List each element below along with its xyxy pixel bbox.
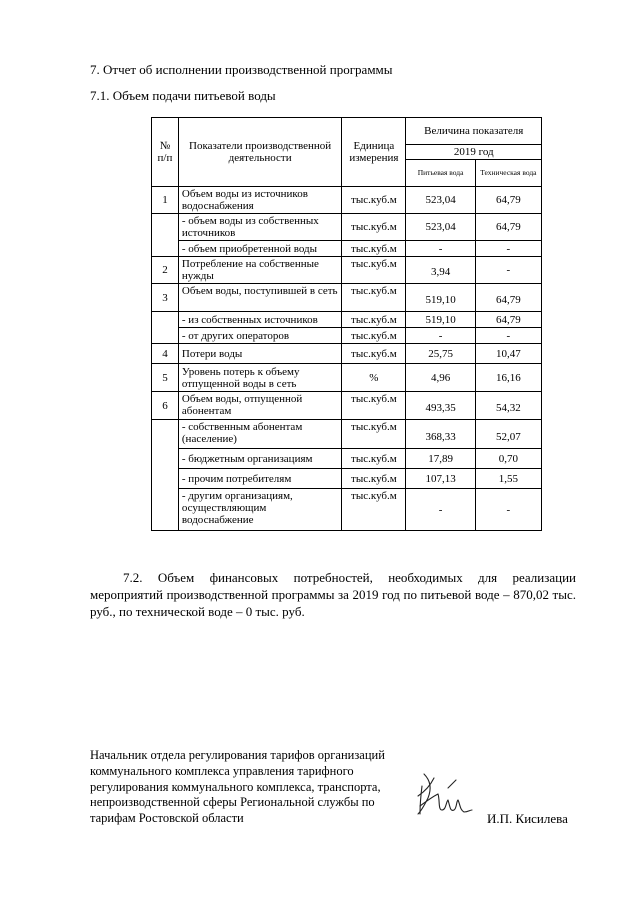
row-unit: тыс.куб.м — [342, 241, 406, 257]
row-drinking-value: 25,75 — [406, 344, 475, 364]
signatory-title-line: тарифам Ростовской области — [90, 811, 244, 826]
table-row — [152, 214, 542, 241]
row-drinking-value: 493,35 — [406, 392, 475, 420]
signatory-title-line: непроизводственной сферы Региональной службы по — [90, 795, 375, 810]
row-technical-value: 54,32 — [475, 392, 541, 420]
row-drinking-value: 3,94 — [406, 257, 475, 284]
row-indicator: Объем воды из источников водоснабжения — [178, 187, 341, 214]
row-technical-value: 0,70 — [475, 449, 541, 469]
row-drinking-value: 368,33 — [406, 420, 475, 449]
row-technical-value: 64,79 — [475, 187, 541, 214]
row-indicator: - прочим потребителям — [178, 469, 341, 489]
row-drinking-value: - — [406, 241, 475, 257]
table-row — [152, 489, 542, 531]
row-unit: тыс.куб.м — [342, 469, 406, 489]
row-unit: тыс.куб.м — [342, 284, 406, 312]
table-row — [152, 344, 542, 364]
header-technical-water: Техническая вода — [475, 160, 541, 187]
signatory-title-line: Начальник отдела регулирования тарифов организаций — [90, 748, 385, 762]
row-drinking-value: - — [406, 328, 475, 344]
row-unit: тыс.куб.м — [342, 312, 406, 328]
row-unit: тыс.куб.м — [342, 187, 406, 214]
row-indicator: Потери воды — [178, 344, 341, 364]
signatory-title-line: регулирования коммунального комплекса, транспорта, — [90, 779, 381, 794]
row-number — [152, 214, 179, 257]
row-indicator: - собственным абонентам (население) — [178, 420, 341, 449]
row-drinking-value: 17,89 — [406, 449, 475, 469]
row-indicator: - от других операторов — [178, 328, 341, 344]
row-number: 4 — [152, 344, 179, 364]
row-drinking-value: 519,10 — [406, 284, 475, 312]
table-row — [152, 364, 542, 392]
table-row — [152, 328, 542, 344]
row-unit: тыс.куб.м — [342, 489, 406, 531]
row-number: 5 — [152, 364, 179, 392]
row-technical-value: 64,79 — [475, 312, 541, 328]
row-number: 1 — [152, 187, 179, 214]
row-indicator: Объем воды, поступившей в сеть — [178, 284, 341, 312]
water-volume-table — [151, 117, 542, 531]
row-technical-value: 1,55 — [475, 469, 541, 489]
row-indicator: - объем приобретенной воды — [178, 241, 341, 257]
row-number — [152, 312, 179, 344]
row-unit: тыс.куб.м — [342, 344, 406, 364]
row-indicator: Объем воды, отпущенной абонентам — [178, 392, 341, 420]
table-row — [152, 392, 542, 420]
signatory-name: И.П. Кисилева — [487, 811, 568, 826]
row-drinking-value: 4,96 — [406, 364, 475, 392]
row-technical-value: 64,79 — [475, 214, 541, 241]
row-drinking-value: 523,04 — [406, 187, 475, 214]
row-technical-value: 16,16 — [475, 364, 541, 392]
row-technical-value: - — [475, 489, 541, 531]
signatory-title — [90, 748, 410, 827]
row-drinking-value: 107,13 — [406, 469, 475, 489]
table-row — [152, 449, 542, 469]
row-unit: тыс.куб.м — [342, 214, 406, 241]
table-row — [152, 284, 542, 312]
row-unit: тыс.куб.м — [342, 328, 406, 344]
row-technical-value: 52,07 — [475, 420, 541, 449]
row-unit: тыс.куб.м — [342, 449, 406, 469]
header-year: 2019 год — [406, 145, 542, 160]
subsection-heading: 7.1. Объем подачи питьевой воды — [90, 88, 276, 103]
table-row — [152, 187, 542, 214]
table-row — [152, 241, 542, 257]
header-indicator: Показатели производственной деятельности — [178, 118, 341, 187]
row-indicator: - другим организациям, осуществляющим водоснабжение — [178, 489, 341, 531]
row-indicator: - бюджетным организациям — [178, 449, 341, 469]
table-row — [152, 420, 542, 449]
row-number: 3 — [152, 284, 179, 312]
row-drinking-value: 523,04 — [406, 214, 475, 241]
header-no: № п/п — [152, 118, 179, 187]
financial-needs-paragraph: 7.2. Объем финансовых потребностей, необходимых для реализации мероприятий производственной программы за 2019 год по питьевой воде – 870,02 тыс. руб., по технической воде – 0 тыс. руб. — [90, 570, 576, 619]
table-row — [152, 312, 542, 328]
row-number: 6 — [152, 392, 179, 420]
row-technical-value: 64,79 — [475, 284, 541, 312]
row-technical-value: - — [475, 257, 541, 284]
signatory-title-line: коммунального комплекса управления тарифного — [90, 763, 354, 778]
handwritten-signature — [408, 770, 478, 828]
row-unit: тыс.куб.м — [342, 392, 406, 420]
row-unit: тыс.куб.м — [342, 420, 406, 449]
row-indicator: Уровень потерь к объему отпущенной воды в сеть — [178, 364, 341, 392]
header-value-group: Величина показателя — [406, 118, 542, 145]
row-unit: % — [342, 364, 406, 392]
section-heading: 7. Отчет об исполнении производственной программы — [90, 62, 393, 77]
row-drinking-value: 519,10 — [406, 312, 475, 328]
row-technical-value: - — [475, 328, 541, 344]
header-unit: Единица измерения — [342, 118, 406, 187]
table-row — [152, 469, 542, 489]
header-drinking-water: Питьевая вода — [406, 160, 475, 187]
row-technical-value: - — [475, 241, 541, 257]
table-row — [152, 257, 542, 284]
row-indicator: Потребление на собственные нужды — [178, 257, 341, 284]
row-number — [152, 420, 179, 531]
row-technical-value: 10,47 — [475, 344, 541, 364]
row-indicator: - из собственных источников — [178, 312, 341, 328]
row-unit: тыс.куб.м — [342, 257, 406, 284]
row-indicator: - объем воды из собственных источников — [178, 214, 341, 241]
row-drinking-value: - — [406, 489, 475, 531]
row-number: 2 — [152, 257, 179, 284]
